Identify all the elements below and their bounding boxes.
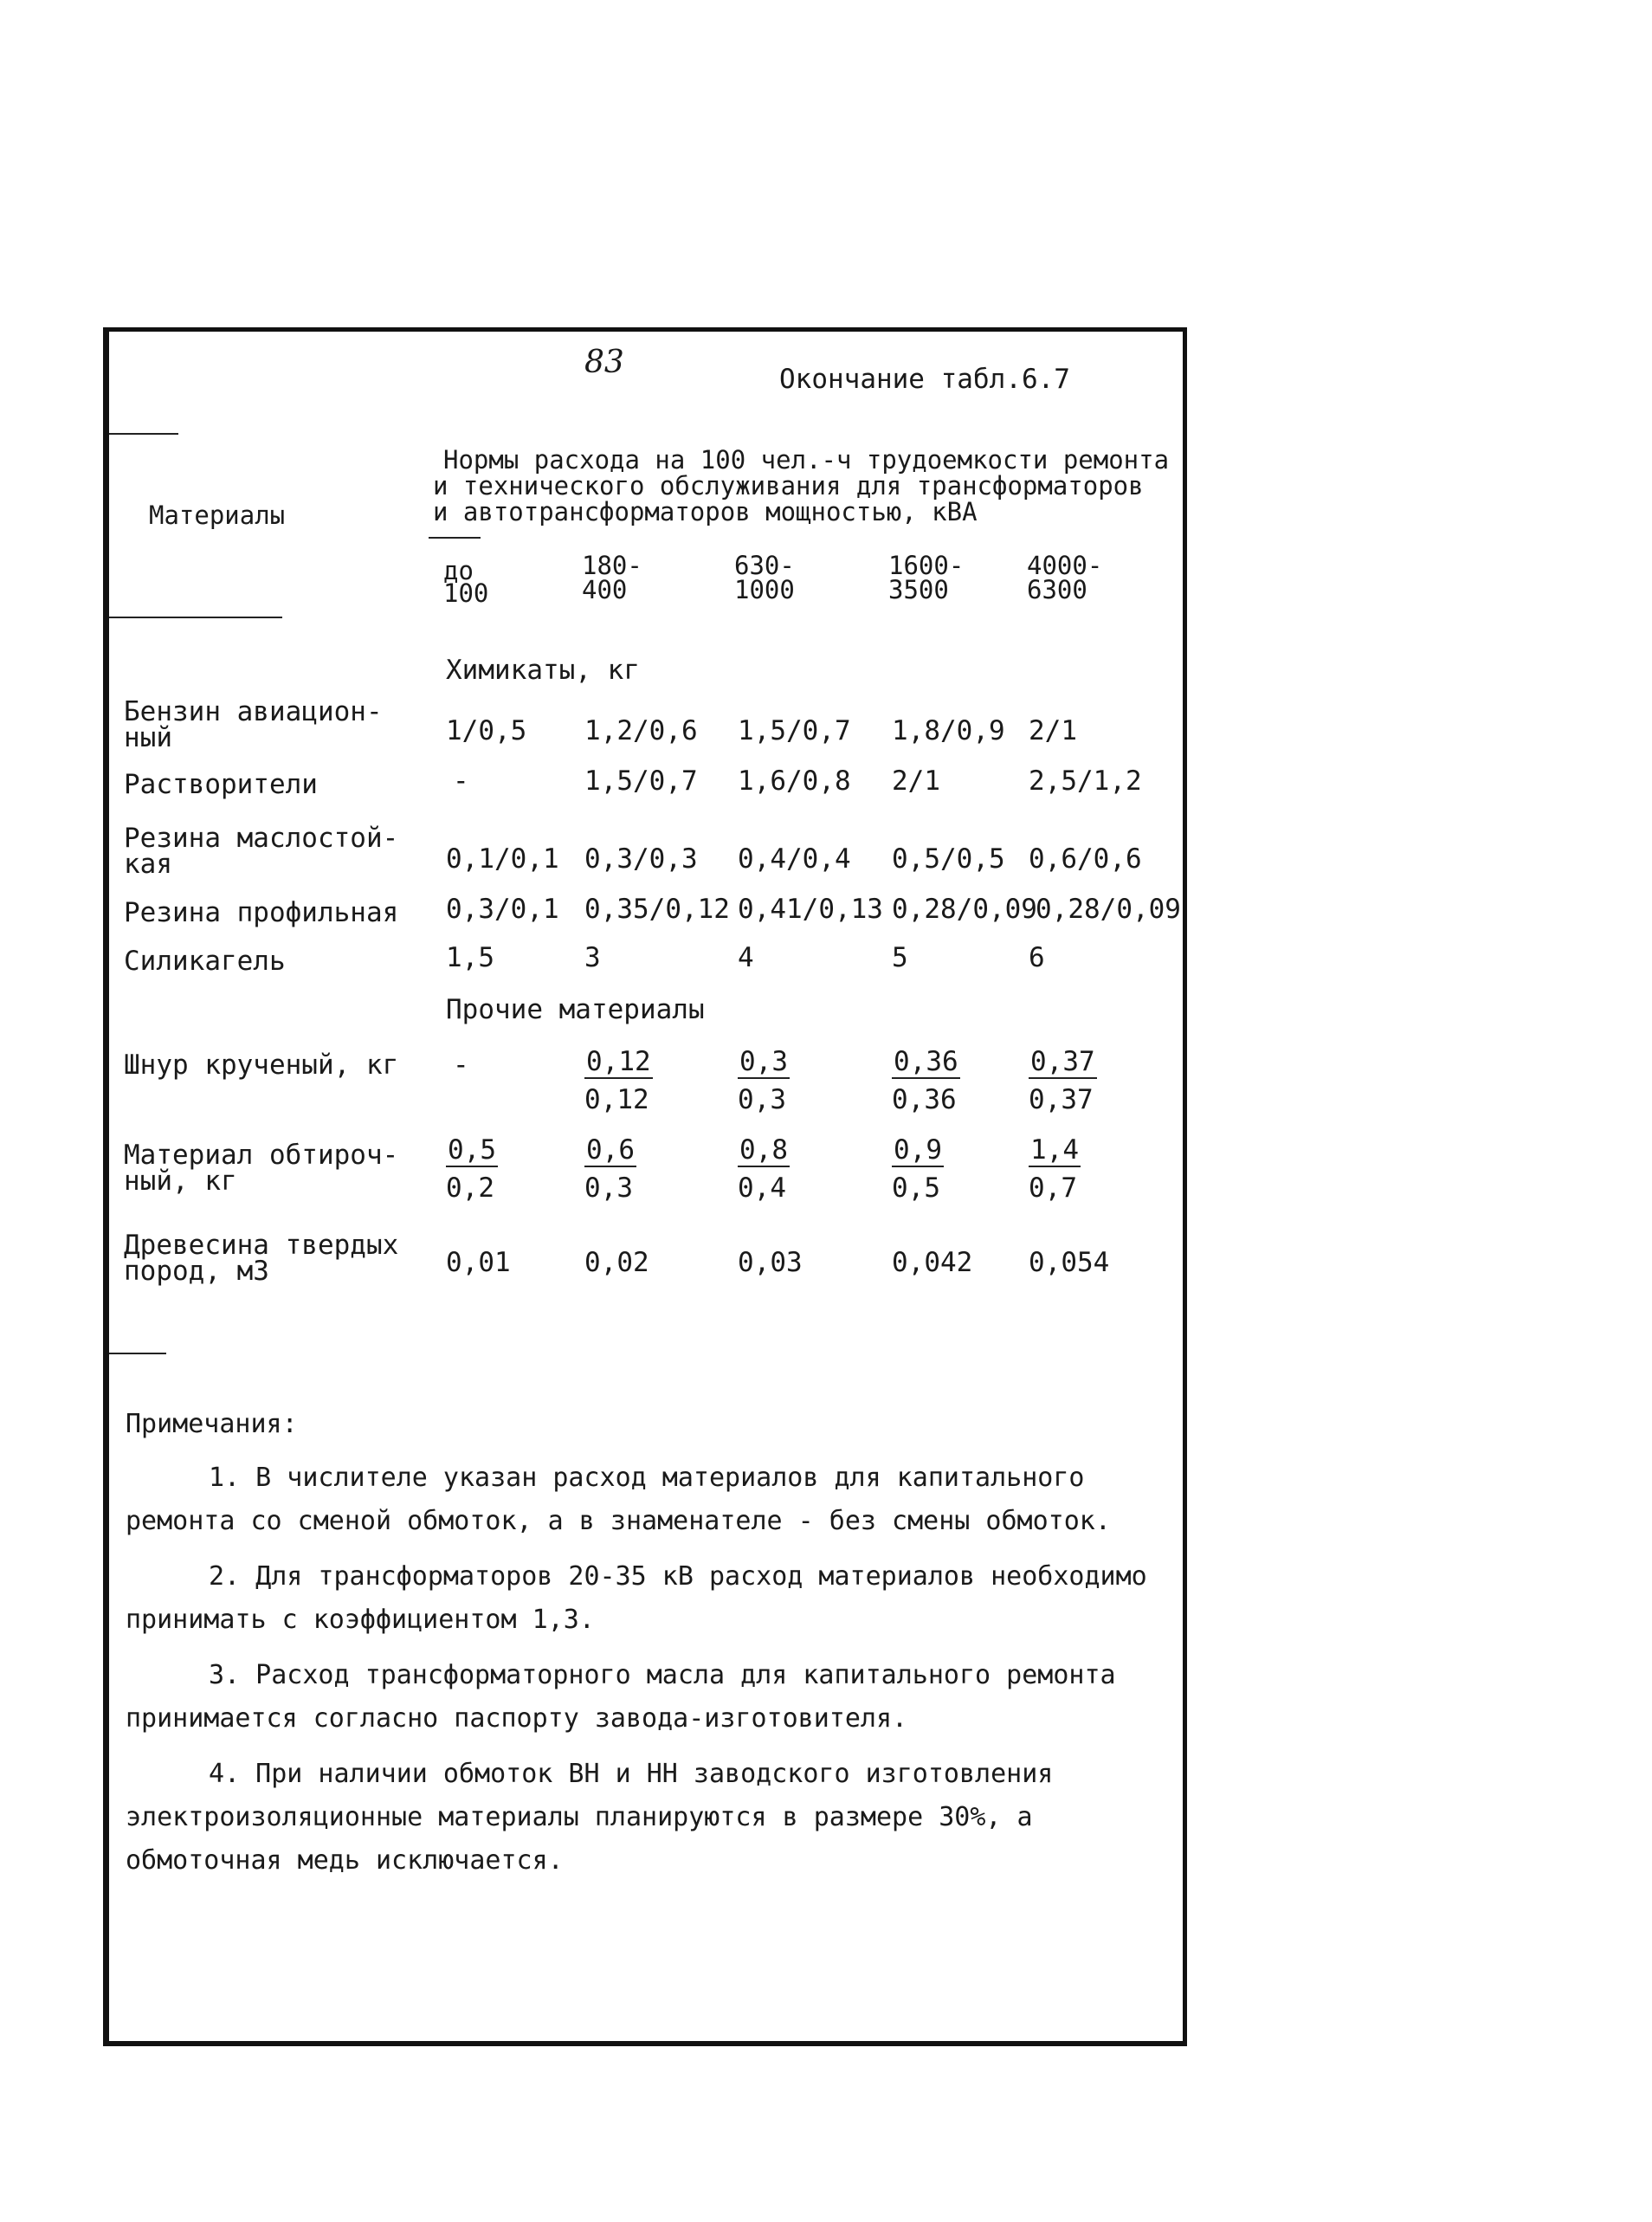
fraction-cell: [1029, 1046, 1124, 1115]
table-cell: 2,5/1,2: [1029, 765, 1142, 797]
table-cell: 0,1/0,1: [446, 843, 559, 875]
fraction-denominator: 0,3: [738, 1084, 786, 1115]
table-cell: 1,8/0,9: [892, 715, 1005, 746]
table-cell: 1,2/0,6: [584, 715, 698, 746]
materials-header: Материалы: [149, 501, 286, 530]
row-label: пород, м3: [124, 1256, 269, 1287]
fraction-numerator: 0,8: [739, 1134, 788, 1166]
fraction-denominator: 0,36: [892, 1084, 957, 1115]
fraction-numerator: 0,3: [739, 1046, 788, 1077]
table-cell: 0,28/0,09: [892, 894, 1037, 925]
table-cell: 3: [584, 942, 601, 973]
norms-header-line1: Нормы расхода на 100 чел.-ч трудоемкости ремонта: [443, 445, 1170, 475]
table-cell: 0,042: [892, 1247, 973, 1278]
table-cell: 2/1: [892, 765, 940, 797]
col-header-2-line2: 400: [582, 575, 628, 604]
fraction-numerator: 1,4: [1030, 1134, 1079, 1166]
fraction-cell: [1029, 1134, 1124, 1204]
table-cell: 0,01: [446, 1247, 511, 1278]
fraction-numerator: 0,36: [894, 1046, 958, 1077]
col-header-1-line1: до: [443, 556, 474, 585]
separator-mark: [429, 537, 481, 539]
fraction-denominator: 0,3: [584, 1172, 633, 1204]
fraction-numerator: 0,9: [894, 1134, 942, 1166]
row-label: Резина маслостой-: [124, 823, 399, 854]
row-label: Древесина твердых: [124, 1230, 399, 1261]
row-label: кая: [124, 849, 172, 880]
note-item: 1. В числителе указан расход материалов для капитального ремонта со сменой обмоток, а в знаменателе - без смены обмоток.: [126, 1463, 1111, 1536]
fraction-cell: [584, 1046, 680, 1115]
col-header-3-line2: 1000: [734, 575, 795, 604]
table-cell: 0,3/0,3: [584, 843, 698, 875]
col-header-2-line1: 180-: [582, 551, 642, 580]
fraction-numerator: 0,5: [448, 1134, 496, 1166]
table-cell: 0,6/0,6: [1029, 843, 1142, 875]
table-cell: 1,5/0,7: [584, 765, 698, 797]
note-item: 4. При наличии обмоток ВН и НН заводского изготовления электроизоляционные материалы планируются в размере 30%, а обмоточная медь исключается.: [126, 1759, 1054, 1876]
row-label: ный: [124, 722, 172, 753]
separator-mark: [109, 1353, 166, 1354]
table-cell: -: [453, 1050, 469, 1081]
fraction-cell: [892, 1046, 987, 1115]
fraction-cell: [892, 1134, 987, 1204]
table-cell: 0,3/0,1: [446, 894, 559, 925]
table-cell: 0,054: [1029, 1247, 1110, 1278]
fraction-cell: [738, 1046, 833, 1115]
col-header-3-line1: 630-: [734, 551, 795, 580]
col-header-4-line1: 1600-: [888, 551, 965, 580]
fraction-denominator: 0,5: [892, 1172, 940, 1204]
table-cell: 0,28/0,09: [1036, 894, 1181, 925]
fraction-numerator: 0,37: [1030, 1046, 1095, 1077]
table-cell: 1,5: [446, 942, 494, 973]
fraction-denominator: 0,4: [738, 1172, 786, 1204]
table-cell: -: [453, 765, 469, 797]
table-cell: 6: [1029, 942, 1045, 973]
table-cell: 0,35/0,12: [584, 894, 730, 925]
row-label: Материал обтироч-: [124, 1140, 399, 1171]
table-cell: 0,02: [584, 1247, 649, 1278]
fraction-denominator: 0,37: [1029, 1084, 1094, 1115]
col-header-1-line2: 100: [443, 578, 489, 608]
fraction-numerator: 0,6: [586, 1134, 635, 1166]
section-title-chemicals: Химикаты, кг: [446, 655, 640, 686]
note-item: 3. Расход трансформаторного масла для капитального ремонта принимается согласно паспорту завода-изготовителя.: [126, 1660, 1116, 1734]
fraction-denominator: 0,7: [1029, 1172, 1077, 1204]
row-label: ный, кг: [124, 1166, 237, 1197]
fraction-cell: [738, 1134, 833, 1204]
fraction-denominator: 0,12: [584, 1084, 649, 1115]
separator-mark: [109, 617, 282, 618]
separator-mark: [109, 433, 178, 435]
table-cell: 4: [738, 942, 754, 973]
notes-block: [126, 1403, 1173, 1895]
notes-title: Примечания:: [126, 1409, 298, 1439]
table-cell: 1/0,5: [446, 715, 527, 746]
table-cell: 0,41/0,13: [738, 894, 883, 925]
col-header-4-line2: 3500: [888, 575, 949, 604]
fraction-cell: [446, 1134, 541, 1204]
norms-header-line3: и автотрансформаторов мощностью, кВА: [433, 497, 978, 526]
table-caption: Окончание табл.6.7: [779, 364, 1070, 395]
table-cell: 0,03: [738, 1247, 803, 1278]
page-number: 83: [584, 345, 624, 380]
table-cell: 2/1: [1029, 715, 1077, 746]
section-title-other: Прочие материалы: [446, 994, 705, 1025]
fraction-denominator: 0,2: [446, 1172, 494, 1204]
fraction-cell: [584, 1134, 680, 1204]
col-header-5-line1: 4000-: [1027, 551, 1103, 580]
row-label: Бензин авиацион-: [124, 696, 383, 727]
fraction-numerator: 0,12: [586, 1046, 651, 1077]
table-cell: 0,4/0,4: [738, 843, 851, 875]
row-label: Силикагель: [124, 946, 286, 977]
table-cell: 0,5/0,5: [892, 843, 1005, 875]
note-item: 2. Для трансформаторов 20-35 кВ расход материалов необходимо принимать с коэффициентом 1,3.: [126, 1561, 1147, 1635]
col-header-5-line2: 6300: [1027, 575, 1087, 604]
table-cell: 5: [892, 942, 908, 973]
table-cell: 1,5/0,7: [738, 715, 851, 746]
norms-header-line2: и технического обслуживания для трансформаторов: [433, 471, 1144, 501]
row-label: Резина профильная: [124, 897, 399, 928]
row-label: Шнур крученый, кг: [124, 1050, 399, 1081]
row-label: Растворители: [124, 769, 318, 800]
table-cell: 1,6/0,8: [738, 765, 851, 797]
